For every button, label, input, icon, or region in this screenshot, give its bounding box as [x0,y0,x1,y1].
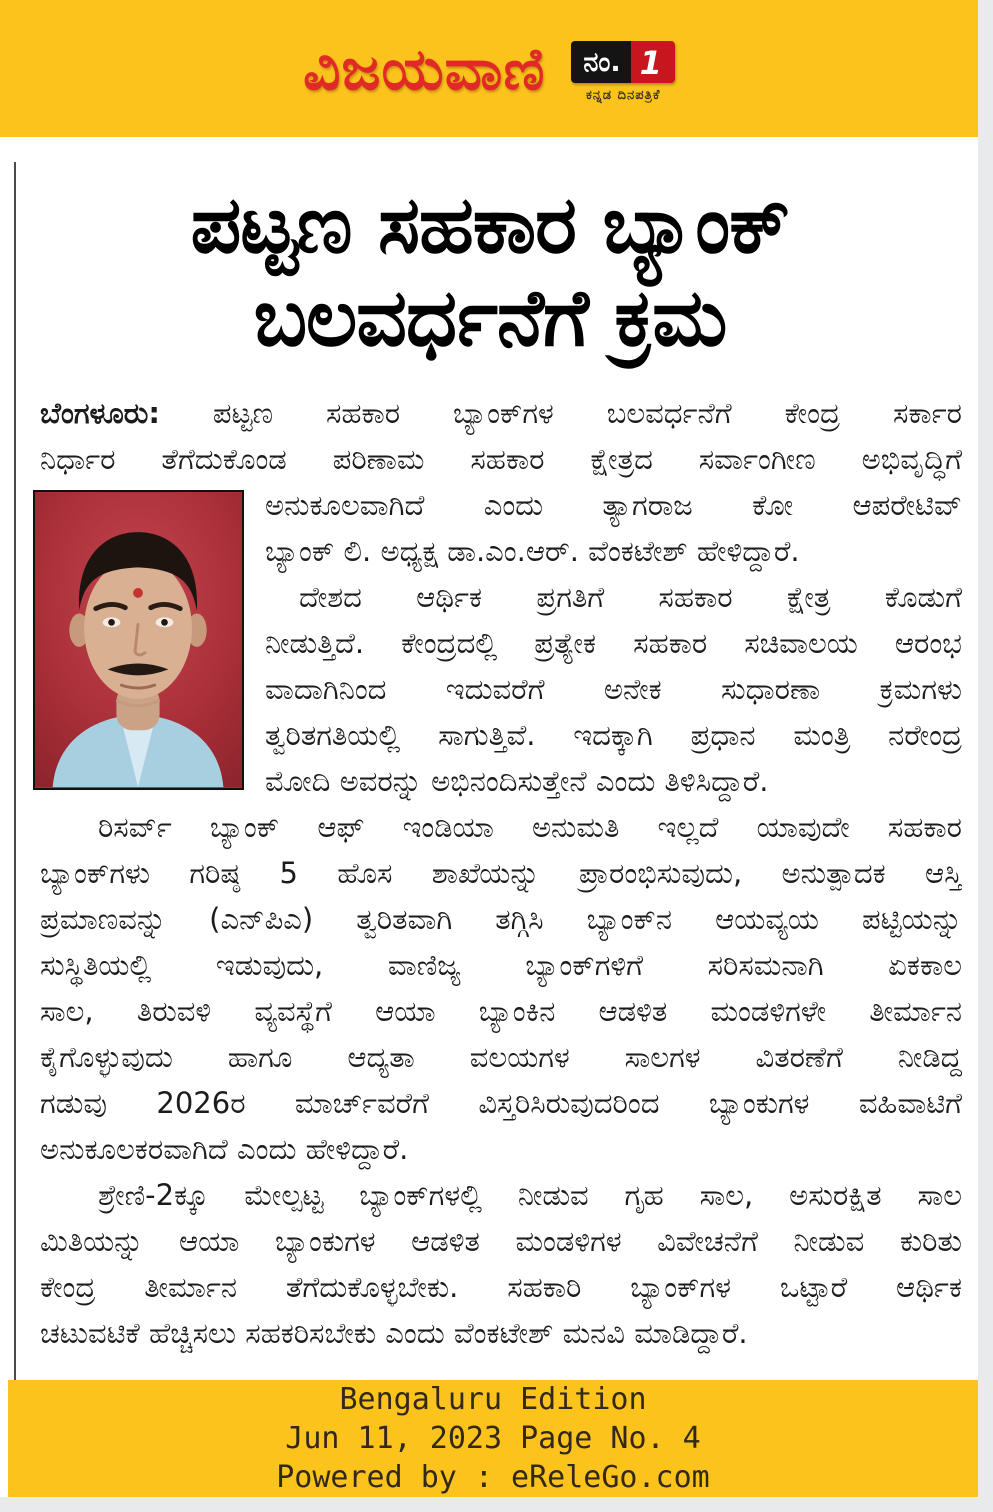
headline-line-2: ಬಲವರ್ಧನೆಗೆ ಕ್ರಮ [253,272,727,364]
masthead-title: ವಿಜಯವಾಣಿ [303,34,546,103]
body-line: ದೇಶದ ಆರ್ಥಿಕ ಪ್ರಗತಿಗೆ ಸಹಕಾರ ಕ್ಷೇತ್ರ ಕೊಡುಗೆ [299,580,962,614]
badge-number: 1 [631,41,675,83]
clip-left-border [14,162,16,1384]
article-body [40,390,962,1356]
body-line: ಬೆಂಗಳೂರು: ಪಟ್ಟಣ ಸಹಕಾರ ಬ್ಯಾಂಕ್‌ಗಳ ಬಲವರ್ಧನೆಗೆ ಕೇಂದ್ರ ಸರ್ಕಾರ [40,396,962,430]
body-line: ಗಡುವು 2026ರ ಮಾರ್ಚ್‌ವರೆಗೆ ವಿಸ್ತರಿಸಿರುವುದರಿಂದ ಬ್ಯಾಂಕುಗಳ ವಹಿವಾಟಿಗೆ [40,1086,962,1120]
body-line: ಕೇಂದ್ರ ತೀರ್ಮಾನ ತೆಗೆದುಕೊಳ್ಳಬೇಕು. ಸಹಕಾರಿ ಬ್ಯಾಂಕ್‌ಗಳ ಒಟ್ಟಾರೆ ಆರ್ಥಿಕ [40,1270,962,1304]
no1-badge-row [571,41,675,83]
body-line: ಮಿತಿಯನ್ನು ಆಯಾ ಬ್ಯಾಂಕುಗಳ ಆಡಳಿತ ಮಂಡಳಿಗಳ ವಿವೇಚನೆಗೆ ನೀಡುವ ಕುರಿತು [40,1224,962,1258]
bottom-margin-strip [0,1497,993,1512]
body-line: ವಾದಾಗಿನಿಂದ ಇದುವರೆಗೆ ಅನೇಕ ಸುಧಾರಣಾ ಕ್ರಮಗಳು [265,672,962,706]
body-line: ಸಾಲ, ತಿರುವಳಿ ವ್ಯವಸ್ಥೆಗೆ ಆಯಾ ಬ್ಯಾಂಕಿನ ಆಡಳಿತ ಮಂಡಳಿಗಳೇ ತೀರ್ಮಾನ [40,994,962,1028]
body-line: ಮೋದಿ ಅವರನ್ನು ಅಭಿನಂದಿಸುತ್ತೇನೆ ಎಂದು ತಿಳಿಸಿದ್ದಾರೆ. [265,764,769,798]
edition-label: Bengaluru Edition [339,1382,647,1417]
body-line: ಶ್ರೇಣಿ-2ಕ್ಕೂ ಮೇಲ್ಪಟ್ಟ ಬ್ಯಾಂಕ್‌ಗಳಲ್ಲಿ ನೀಡುವ ಗೃಹ ಸಾಲ, ಅಸುರಕ್ಷಿತ ಸಾಲ [98,1178,962,1212]
masthead-banner [0,0,978,137]
body-line: ಅನುಕೂಲಕರವಾಗಿದೆ ಎಂದು ಹೇಳಿದ್ದಾರೆ. [40,1132,409,1166]
body-line: ಚಟುವಟಿಕೆ ಹೆಚ್ಚಿಸಲು ಸಹಕರಿಸಬೇಕು ಎಂದು ವೆಂಕಟೇಶ್ ಮನವಿ ಮಾಡಿದ್ದಾರೆ. [40,1316,748,1350]
no1-badge [571,41,675,103]
body-line: ನೀಡುತ್ತಿದೆ. ಕೇಂದ್ರದಲ್ಲಿ ಪ್ರತ್ಯೇಕ ಸಹಕಾರ ಸಚಿವಾಲಯ ಆರಂಭ [265,626,962,660]
body-line: ತ್ವರಿತಗತಿಯಲ್ಲಿ ಸಾಗುತ್ತಿವೆ. ಇದಕ್ಕಾಗಿ ಪ್ರಧಾನ ಮಂತ್ರಿ ನರೇಂದ್ರ [265,718,962,752]
right-margin-strip [978,0,993,1512]
date-page-label: Jun 11, 2023 Page No. 4 [285,1421,701,1456]
dateline: ಬೆಂಗಳೂರು: [40,396,160,430]
body-line: ಪ್ರಮಾಣವನ್ನು (ಎನ್‌ಪಿಎ) ತ್ವರಿತವಾಗಿ ತಗ್ಗಿಸಿ ಬ್ಯಾಂಕ್‌ನ ಆಯವ್ಯಯ ಪಟ್ಟಿಯನ್ನು [40,902,962,936]
article-headline [20,152,960,392]
body-line: ಬ್ಯಾಂಕ್ ಲಿ. ಅಧ್ಯಕ್ಷ ಡಾ.ಎಂ.ಆರ್. ವೆಂಕಟೇಶ್ ಹೇಳಿದ್ದಾರೆ. [265,534,800,568]
headline-line-1: ಪಟ್ಟಣ ಸಹಕಾರ ಬ್ಯಾಂಕ್ [190,178,790,271]
body-line: ನಿರ್ಧಾರ ತೆಗೆದುಕೊಂಡ ಪರಿಣಾಮ ಸಹಕಾರ ಕ್ಷೇತ್ರದ ಸರ್ವಾಂಗೀಣ ಅಭಿವೃದ್ಧಿಗೆ [40,442,962,476]
body-line: ರಿಸರ್ವ್ ಬ್ಯಾಂಕ್ ಆಫ್ ಇಂಡಿಯಾ ಅನುಮತಿ ಇಲ್ಲದೆ ಯಾವುದೇ ಸಹಕಾರ [98,810,962,844]
body-line: ಅನುಕೂಲವಾಗಿದೆ ಎಂದು ತ್ಯಾಗರಾಜ ಕೋ ಆಪರೇಟಿವ್ [265,488,962,522]
badge-tagline: ಕನ್ನಡ ದಿನಪತ್ರಿಕೆ [585,87,661,103]
body-line: ಬ್ಯಾಂಕ್‌ಗಳು ಗರಿಷ್ಠ 5 ಹೊಸ ಶಾಖೆಯನ್ನು ಪ್ರಾರಂಭಿಸುವುದು, ಅನುತ್ಪಾದಕ ಆಸ್ತಿ [40,856,962,890]
body-line: ಸುಸ್ಥಿತಿಯಲ್ಲಿ ಇಡುವುದು, ವಾಣಿಜ್ಯ ಬ್ಯಾಂಕ್‌ಗಳಿಗೆ ಸರಿಸಮನಾಗಿ ಏಕಕಾಲ [40,948,962,982]
powered-by-label: Powered by : eReleGo.com [276,1460,710,1495]
body-line: ಕೈಗೊಳ್ಳುವುದು ಹಾಗೂ ಆದ್ಯತಾ ವಲಯಗಳ ಸಾಲಗಳ ವಿತರಣೆಗೆ ನೀಡಿದ್ದ [40,1040,962,1074]
footer-banner [8,1380,978,1497]
badge-prefix: ನಂ. [571,41,630,83]
